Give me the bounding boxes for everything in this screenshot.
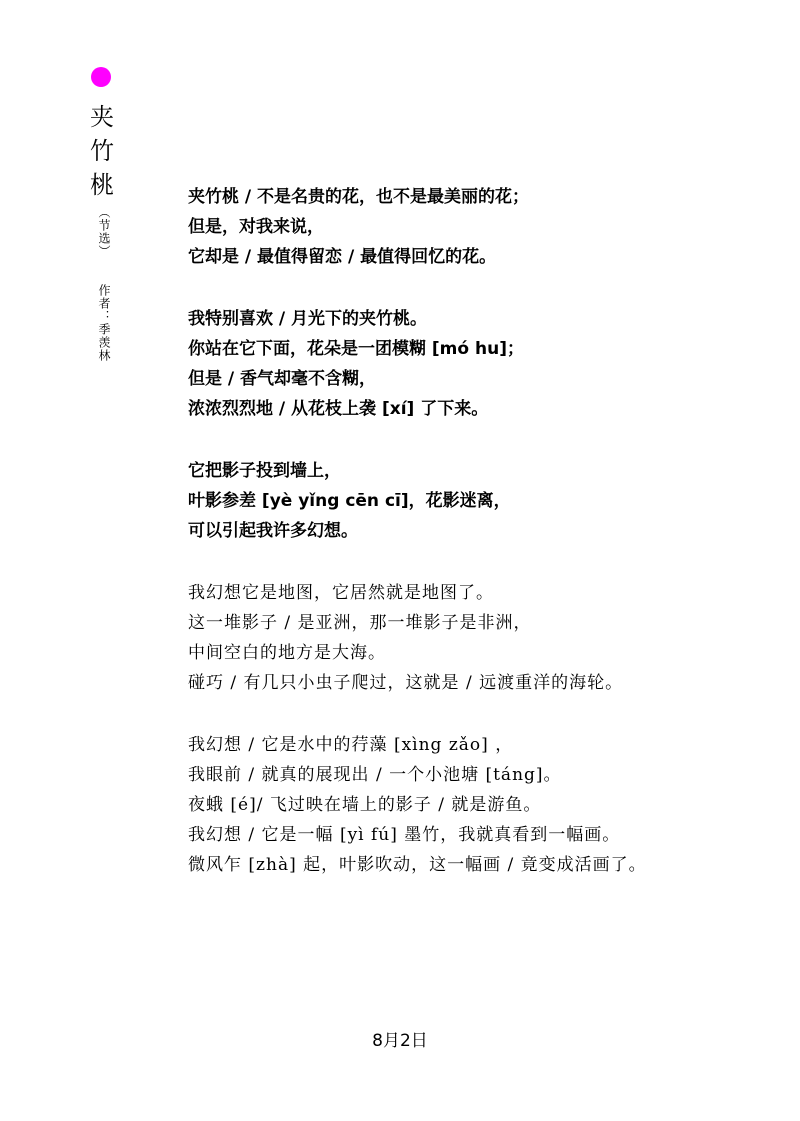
poem-line: 但是 / 香气却毫不含糊， [188,369,377,389]
poem-line: 夹竹桃 / 不是名贵的花，也不是最美丽的花； [188,187,530,207]
poem-line: 我幻想它是地图，它居然就是地图了。 [188,583,494,603]
title-char: 桃 [90,171,114,199]
poem-line: 我幻想 / 它是一幅 [yì fú] 墨竹，我就真看到一幅画。 [188,825,621,845]
poem-line: 我幻想 / 它是水中的荇藻 [xìng zǎo] ， [188,735,514,755]
poem-line: 这一堆影子 / 是亚洲，那一堆影子是非洲， [188,613,532,633]
poem-line: 你站在它下面，花朵是一团模糊 [mó hu]； [188,339,524,359]
title-char: 竹 [90,137,114,165]
stanza [188,456,768,546]
poem-line: 我眼前 / 就真的展现出 / 一个小池塘 [táng]。 [188,765,562,785]
stanza [188,304,768,424]
poem-line: 浓浓烈烈地 / 从花枝上袭 [xí] 了下来。 [188,399,489,419]
poem-line: 但是，对我来说， [188,217,324,237]
poem-line: 可以引起我许多幻想。 [188,521,358,541]
title-char: 夹 [90,103,114,131]
poem-line: 叶影参差 [yè yǐng cēn cī]，花影迷离， [188,491,511,511]
date-footer: 8月2日 [372,1031,428,1051]
poem-line: 它却是 / 最值得留恋 / 最值得回忆的花。 [188,247,497,267]
subtitle: （节选） [97,206,111,258]
stanza [188,182,768,272]
poem-line: 夜蛾 [é]/ 飞过映在墙上的影子 / 就是游鱼。 [188,795,542,815]
author-credit: 作者：季羡林 [97,284,111,362]
poem-line: 中间空白的地方是大海。 [188,643,386,663]
poem-line: 碰巧 / 有几只小虫子爬过，这就是 / 远渡重洋的海轮。 [188,673,624,693]
poem-line: 我特别喜欢 / 月光下的夹竹桃。 [188,309,428,329]
poem-body [188,182,768,912]
stanza [188,730,768,880]
poem-line: 它把影子投到墙上， [188,461,341,481]
stanza [188,578,768,698]
vertical-title [88,100,116,202]
poem-line: 微风乍 [zhà] 起，叶影吹动，这一幅画 / 竟变成活画了。 [188,855,647,875]
accent-dot [91,67,111,87]
